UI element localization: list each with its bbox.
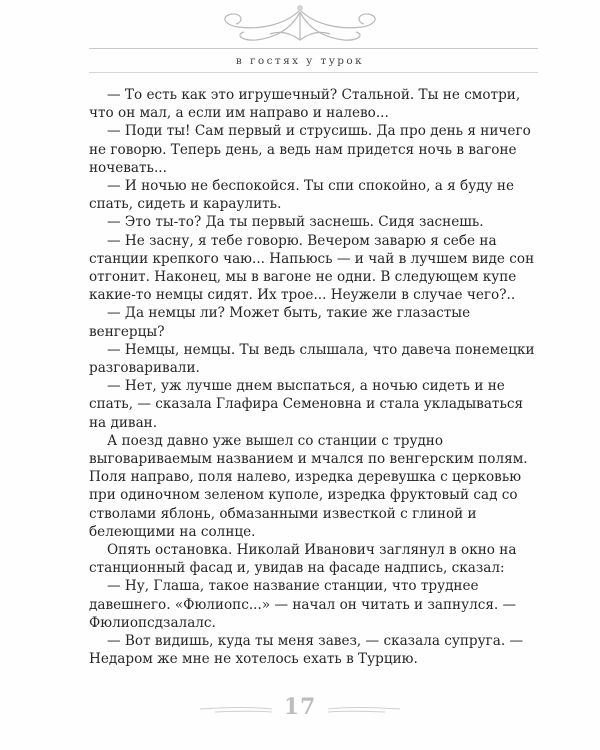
paragraph: — Ну, Глаша, такое название станции, что труднее давешнего. «Фюлиопс...» — начал он читать и запнулся. — Фюлиопсдзалалс. <box>89 578 517 631</box>
paragraph: — Это ты-то? Да ты первый заснешь. Сидя заснешь. <box>107 214 484 231</box>
paragraph: — То есть как это игрушечный? Стальной. Ты не смотри, что он мал, а если им направо и налево... <box>89 87 521 122</box>
page-number: 17 <box>283 694 317 720</box>
paragraph: — Нет, уж лучше днем выспаться, а ночью сидеть и не спать, — сказала Глафира Семеновна и стала укладываться на диван. <box>89 378 524 431</box>
paragraph: — Поди ты! Сам первый и струсишь. Да про день я ничего не говорю. Теперь день, а ведь нам придется ночь в вагоне ночевать... <box>89 123 531 176</box>
running-head: в гостях у турок <box>235 55 365 67</box>
paragraph: — Да немцы ли? Может быть, такие же глазастые венгерцы? <box>89 305 471 340</box>
paragraph: Опять остановка. Николай Иванович заглянул в окно на станционный фасад и, увидав на фасаде надпись, сказал: <box>89 542 517 577</box>
paragraph: — Немцы, немцы. Ты ведь слышала, что давеча понемецки разговаривали. <box>89 341 535 377</box>
header-rule-bottom <box>89 72 538 73</box>
header-rule-top <box>89 48 538 49</box>
paragraph: — И ночью не беспокойся. Ты спи спокойно, а я буду не спать, сидеть и караулить. <box>89 178 515 213</box>
paragraph: — Вот видишь, куда ты меня завез, — сказала супруга. — Недаром же мне не хотелось ехать в Турцию. <box>89 633 524 668</box>
paragraph: А поезд давно уже вышел со станции с трудно выговариваемым названием и мчался по венгерским полям. Поля направо, поля налево, изредка деревушка с церковью при одиночном зеленом куполе, изредка фруктовый сад со стволами яблонь, обмазанными известкой с глиной и белеющими на солнце. <box>89 432 528 540</box>
body-text <box>89 86 538 669</box>
paragraph: — Не засну, я тебе говорю. Вечером заварю я себе на станции крепкого чаю... Напьюсь — и чай в лучшем виде сон отгонит. Наконец, мы в вагоне не одни. В следующем купе какие-то немцы сидят. Их трое... Неужели в случае чего?.. <box>89 232 535 304</box>
